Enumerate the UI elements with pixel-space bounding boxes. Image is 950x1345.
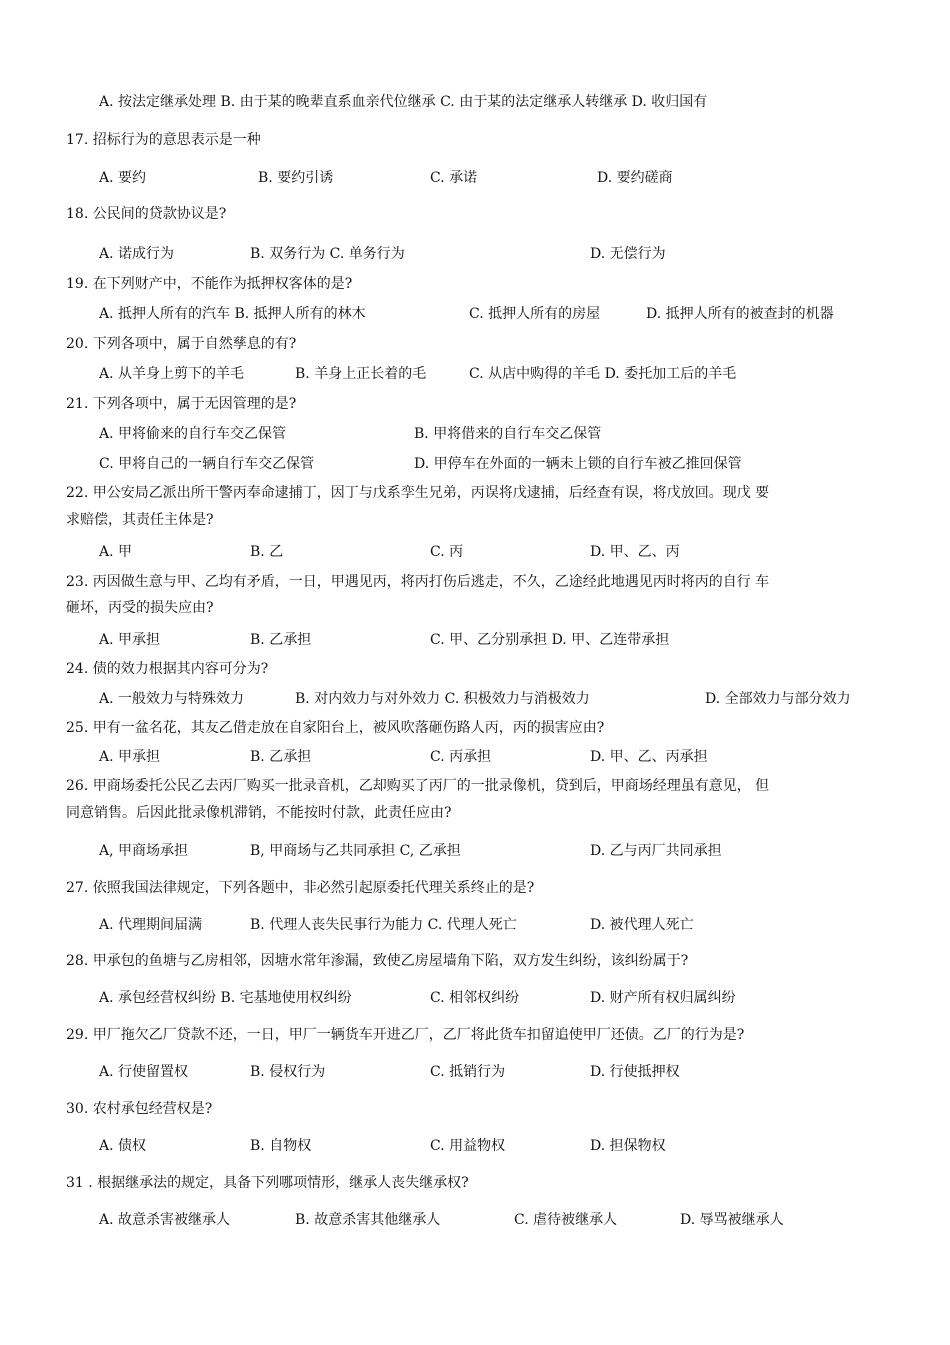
option-a: A. 故意杀害被继承人 — [99, 1212, 231, 1228]
option-b: B. 要约引诱 — [258, 170, 334, 186]
option-a: A. 从羊身上剪下的羊毛 — [99, 366, 245, 382]
option-d: D. 乙与丙厂共同承担 — [590, 843, 722, 859]
option-d: D. 财产所有权归属纠纷 — [590, 990, 736, 1006]
option-c: C. 相邻权纠纷 — [430, 990, 520, 1006]
option-d: D. 辱骂被继承人 — [680, 1212, 784, 1228]
option-c: C. 抵销行为 — [430, 1064, 506, 1080]
option-a: A. 债权 — [99, 1138, 147, 1154]
option-a: A. 甲承担 — [99, 632, 161, 648]
option-d: D. 无偿行为 — [590, 246, 666, 262]
option-c: C. 虐待被继承人 — [514, 1212, 618, 1228]
question-28: 28. 甲承包的鱼塘与乙房相邻，因塘水常年渗漏，致使乙房屋墙角下陷，双方发生纠纷，该纠纷属于? — [66, 953, 689, 969]
option-a: A. 甲 — [99, 544, 133, 560]
option-a: A. 一般效力与特殊效力 — [99, 691, 245, 707]
option-c: C. 承诺 — [430, 170, 478, 186]
option-d: D. 抵押人所有的被查封的机器 — [646, 306, 834, 322]
option-a: A. 要约 — [99, 170, 147, 186]
option-c: C. 用益物权 — [430, 1138, 506, 1154]
option-a: A. 代理期间届满 — [99, 917, 203, 933]
option-d: D. 行使抵押权 — [590, 1064, 680, 1080]
question-21: 21. 下列各项中，属于无因管理的是? — [66, 396, 297, 412]
option-cd: C. 甲、乙分别承担 D. 甲、乙连带承担 — [430, 632, 670, 648]
question-27: 27. 依照我国法律规定，下列各题中，非必然引起原委托代理关系终止的是? — [66, 880, 535, 896]
question-20: 20. 下列各项中，属于自然孳息的有? — [66, 336, 297, 352]
option-b: B. 乙承担 — [250, 632, 312, 648]
question-25: 25. 甲有一盆名花，其友乙借走放在自家阳台上，被风吹落砸伤路人丙，丙的损害应由? — [66, 720, 605, 736]
question-26: 26. 甲商场委托公民乙去丙厂购买一批录音机，乙却购买了丙厂的一批录像机，贷到后，甲商场经理虽有意见， 但 — [66, 778, 770, 794]
option-c: C. 甲将自己的一辆自行车交乙保管 — [99, 456, 315, 472]
question-22-cont: 求赔偿，其责任主体是? — [66, 512, 214, 528]
option-c: C. 丙 — [430, 544, 464, 560]
option-d: D. 被代理人死亡 — [590, 917, 694, 933]
question-29: 29. 甲厂拖欠乙厂贷款不还，一日，甲厂一辆货车开进乙厂，乙厂将此货车扣留追使甲厂还债。乙厂的行为是? — [66, 1027, 745, 1043]
question-18: 18. 公民间的贷款协议是? — [66, 206, 227, 222]
option-bc: B. 对内效力与对外效力 C. 积极效力与消极效力 — [295, 691, 590, 707]
option-ab: A. 抵押人所有的汽车 B. 抵押人所有的林木 — [99, 306, 366, 322]
option-a: A. 诺成行为 — [99, 246, 175, 262]
question-23: 23. 丙因做生意与甲、乙均有矛盾，一日，甲遇见丙，将丙打伤后逃走，不久，乙途经此地遇见丙时将丙的自行 车 — [66, 574, 770, 590]
question-30: 30. 农村承包经营权是? — [66, 1101, 213, 1117]
option-d: D. 担保物权 — [590, 1138, 666, 1154]
option-b: B. 故意杀害其他继承人 — [295, 1212, 441, 1228]
option-cd: C. 从店中购得的羊毛 D. 委托加工后的羊毛 — [469, 366, 737, 382]
option-b: B. 侵权行为 — [250, 1064, 326, 1080]
option-d: D. 甲停车在外面的一辆未上锁的自行车被乙推回保管 — [414, 456, 742, 472]
option-c: C. 抵押人所有的房屋 — [469, 306, 601, 322]
option-b: B. 甲将借来的自行车交乙保管 — [414, 426, 602, 442]
option-d: D. 要约磋商 — [597, 170, 673, 186]
question-31: 31 . 根据继承法的规定，具备下列哪项情形，继承人丧失继承权? — [66, 1175, 469, 1191]
option-line: A. 按法定继承处理 B. 由于某的晚辈直系血亲代位继承 C. 由于某的法定继承人转继承 D. 收归国有 — [99, 94, 708, 110]
option-bc: B. 代理人丧失民事行为能力 C. 代理人死亡 — [250, 917, 517, 933]
option-a: A. 行使留置权 — [99, 1064, 189, 1080]
question-19: 19. 在下列财产中，不能作为抵押权客体的是? — [66, 276, 353, 292]
option-b: B. 乙承担 — [250, 749, 312, 765]
option-a: A. 甲承担 — [99, 749, 161, 765]
option-b: B. 羊身上正长着的毛 — [295, 366, 427, 382]
option-a: A, 甲商场承担 — [99, 843, 189, 859]
option-ab: A. 承包经营权纠纷 B. 宅基地使用权纠纷 — [99, 990, 352, 1006]
question-22: 22. 甲公安局乙派出所干警丙奉命逮捕丁，因丁与戊系孪生兄弟，丙误将戊逮捕，后经查有误，将戊放回。现戊 要 — [66, 485, 770, 501]
option-c: C. 丙承担 — [430, 749, 492, 765]
option-d: D. 甲、乙、丙 — [590, 544, 680, 560]
option-bc: B. 双务行为 C. 单务行为 — [250, 246, 405, 262]
question-26-cont: 同意销售。后因此批录像机滞销，不能按时付款，此责任应由? — [66, 805, 452, 821]
option-a: A. 甲将偷来的自行车交乙保管 — [99, 426, 287, 442]
question-23-cont: 砸坏，丙受的损失应由? — [66, 600, 214, 616]
option-d: D. 甲、乙、丙承担 — [590, 749, 708, 765]
question-17: 17. 招标行为的意思表示是一种 — [66, 132, 261, 148]
option-b: B. 乙 — [250, 544, 284, 560]
option-b: B. 自物权 — [250, 1138, 312, 1154]
option-d: D. 全部效力与部分效力 — [705, 691, 851, 707]
option-bc: B, 甲商场与乙共同承担 C, 乙承担 — [250, 843, 461, 859]
question-24: 24. 债的效力根据其内容可分为? — [66, 661, 269, 677]
